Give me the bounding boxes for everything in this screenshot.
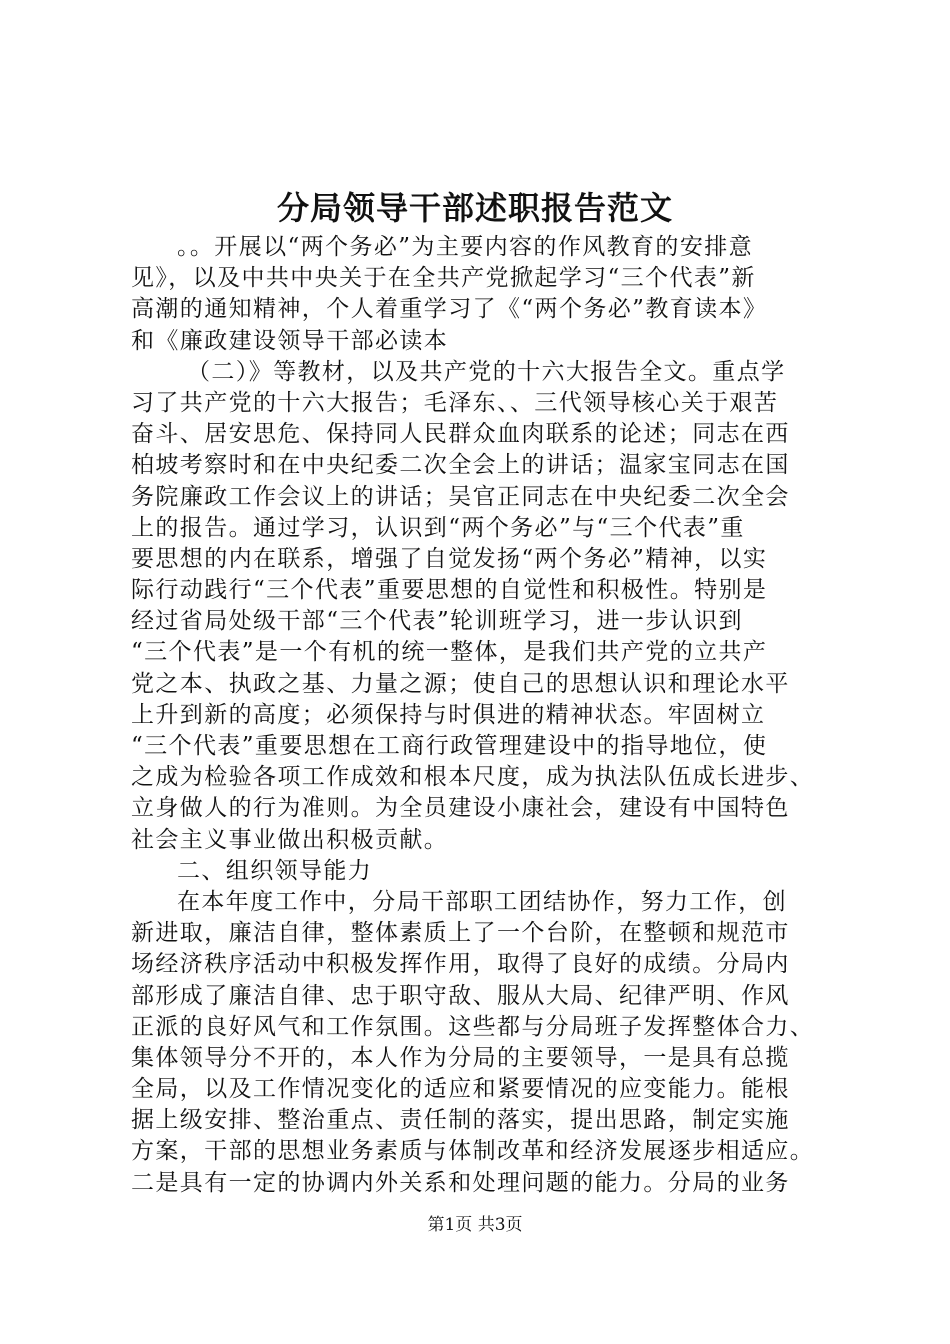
body-line: 和《廉政建设领导干部必读本 xyxy=(131,327,449,354)
body-line: 全局，以及工作情况变化的适应和紧要情况的应变能力。能根 xyxy=(131,1076,790,1103)
body-line: 之成为检验各项工作成效和根本尺度，成为执法队伍成长进步、 xyxy=(131,764,815,791)
body-line: 据上级安排、整治重点、责任制的落实，提出思路，制定实施 xyxy=(131,1107,790,1134)
document-title: 分局领导干部述职报告范文 xyxy=(276,189,673,227)
body-line: 际行动践行“三个代表”重要思想的自觉性和积极性。特别是 xyxy=(131,577,768,604)
body-line: 部形成了廉洁自律、忠于职守敌、服从大局、纪律严明、作风 xyxy=(131,982,790,1009)
document-body xyxy=(131,232,831,1199)
section-heading: 二、组织领导能力 xyxy=(177,857,373,884)
body-line: 立身做人的行为准则。为全员建设小康社会，建设有中国特色 xyxy=(131,795,790,822)
body-line: 新进取，廉洁自律，整体素质上了一个台阶，在整顿和规范市 xyxy=(131,920,790,947)
body-line: 上的报告。通过学习，认识到“两个务必”与“三个代表”重 xyxy=(131,514,745,541)
page-footer: 第1页 共3页 xyxy=(427,1215,523,1235)
body-line: 在本年度工作中，分局干部职工团结协作，努力工作，创 xyxy=(177,888,787,915)
body-line: （二）》等教材，以及共产党的十六大报告全文。重点学 xyxy=(187,358,786,385)
body-line: 正派的良好风气和工作氛围。这些都与分局班子发挥整体合力、 xyxy=(131,1013,815,1040)
body-line: 高潮的通知精神，个人着重学习了《“两个务必”教育读本》 xyxy=(131,296,768,323)
body-line: 集体领导分不开的，本人作为分局的主要领导，一是具有总揽 xyxy=(131,1044,790,1071)
body-line: 上升到新的高度；必须保持与时俱进的精神状态。牢固树立 xyxy=(131,701,766,728)
body-line: 。。开展以“两个务必”为主要内容的作风教育的安排意 xyxy=(177,234,754,260)
body-line: 社会主义事业做出积极贡献。 xyxy=(131,826,449,853)
body-line: 方案，干部的思想业务素质与体制改革和经济发展逐步相适应。 xyxy=(131,1138,815,1165)
body-line: 务院廉政工作会议上的讲话；吴官正同志在中央纪委二次全会 xyxy=(131,483,790,510)
body-line: 柏坡考察时和在中央纪委二次全会上的讲话；温家宝同志在国 xyxy=(131,452,790,479)
body-line: 见》，以及中共中央关于在全共产党掀起学习“三个代表”新 xyxy=(131,265,756,292)
body-line: “三个代表”重要思想在工商行政管理建设中的指导地位，使 xyxy=(131,733,768,759)
body-line: 习了共产党的十六大报告；毛泽东、、三代领导核心关于艰苦 xyxy=(131,389,779,416)
body-line: 奋斗、居安思危、保持同人民群众血肉联系的论述；同志在西 xyxy=(131,421,790,448)
body-line: 党之本、执政之基、力量之源；使自己的思想认识和理论水平 xyxy=(131,670,790,697)
body-line: 经过省局处级干部“三个代表”轮训班学习，进一步认识到 xyxy=(131,608,743,635)
body-line: 要思想的内在联系，增强了自觉发扬“两个务必”精神，以实 xyxy=(131,545,768,572)
body-line: 二是具有一定的协调内外关系和处理问题的能力。分局的业务 xyxy=(131,1169,790,1196)
body-line: “三个代表”是一个有机的统一整体，是我们共产党的立共产 xyxy=(131,639,768,666)
body-line: 场经济秩序活动中积极发挥作用，取得了良好的成绩。分局内 xyxy=(131,951,790,978)
